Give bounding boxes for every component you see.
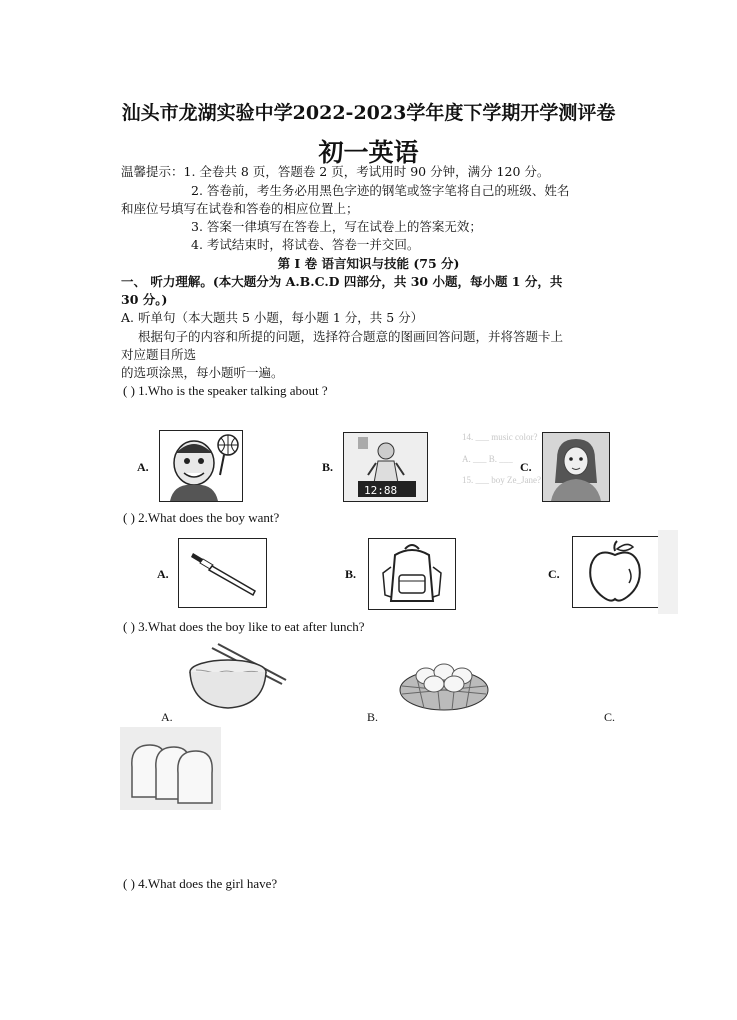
q3-option-c-label: C. <box>604 710 616 724</box>
tips-item-2a: 2. 答卷前，考生务必用黑色字迹的钢笔或签字笔将自己的班级、姓名 <box>191 183 570 198</box>
q3-option-a-image[interactable] <box>182 640 294 712</box>
man-scoreboard-photo-icon <box>344 433 427 501</box>
noodle-bowl-icon <box>182 640 294 712</box>
question-1: ( ) 1.Who is the speaker talking about ? <box>123 383 328 398</box>
q3-option-b-image[interactable] <box>396 650 492 712</box>
instruction-line-3: 的选项涂黑，每小题听一遍。 <box>121 365 284 380</box>
paintbrush-icon <box>179 539 266 607</box>
section-line-2: 30 分。) <box>121 292 168 307</box>
bleed-text-2: A. ___ B. ___ <box>462 454 513 464</box>
q1-option-b-label: B. <box>322 460 334 474</box>
tips-lead: 温馨提示： <box>121 164 184 179</box>
q1-option-c-label: C. <box>520 460 532 474</box>
q3-option-b-label: B. <box>367 710 379 724</box>
part-heading: 第 I 卷 语言知识与技能 (75 分) <box>277 256 460 271</box>
bleed-text-1: 14. ___ music color? <box>462 432 538 442</box>
exam-title: 汕头市龙湖实验中学2022-2023学年度下学期开学测评卷 <box>121 102 616 124</box>
tips-item-4: 4. 考试结束时，将试卷、答卷一并交回。 <box>191 237 420 252</box>
bleed-shade <box>658 530 678 614</box>
egg-basket-icon <box>396 650 492 712</box>
q2-option-b-image[interactable] <box>368 538 456 610</box>
svg-text:12:88: 12:88 <box>364 484 398 497</box>
tips-item-3: 3. 答案一律填写在答卷上，写在试卷上的答案无效； <box>191 219 482 234</box>
q2-option-a-image[interactable] <box>178 538 267 608</box>
bread-slices-icon <box>120 727 221 810</box>
q2-option-c-image[interactable] <box>572 536 660 608</box>
bleed-text-3: 15. ___ boy Ze_Jane? <box>462 475 541 485</box>
q1-option-c-image[interactable] <box>542 432 610 502</box>
tips-line-1 <box>121 163 549 181</box>
cartoon-man-basketball-icon <box>160 431 242 501</box>
question-2: ( ) 2.What does the boy want? <box>123 510 280 525</box>
backpack-icon <box>369 539 455 609</box>
instruction-line-2: 对应题目所选 <box>121 347 197 362</box>
tips-item-2b: 和座位号填写在试卷和答卷的相应位置上； <box>121 201 359 216</box>
question-4: ( ) 4.What does the girl have? <box>123 876 278 891</box>
exam-subtitle: 初一英语 <box>318 138 419 167</box>
q2-option-c-label: C. <box>548 567 560 581</box>
q3-option-a-label: A. <box>161 710 173 724</box>
subsection-a: A. 听单句（本大题共 5 小题，每小题 1 分，共 5 分） <box>121 310 424 325</box>
tips-item-1: 1. 全卷共 8 页，答题卷 2 页，考试用时 90 分钟，满分 120 分。 <box>183 164 550 179</box>
q1-option-a-image[interactable] <box>159 430 243 502</box>
woman-portrait-photo-icon <box>543 433 609 501</box>
question-3: ( ) 3.What does the boy like to eat after lunch? <box>123 619 365 634</box>
q1-option-a-label: A. <box>137 460 149 474</box>
q1-option-b-image[interactable] <box>343 432 428 502</box>
instruction-line-1: 根据句子的内容和所提的问题，选择符合题意的图画回答问题，并将答题卡上 <box>138 329 564 344</box>
q2-option-a-label: A. <box>157 567 169 581</box>
section-line-1: 一、 听力理解。(本大题分为 A.B.C.D 四部分，共 30 小题，每小题 1 分，共 <box>121 274 563 289</box>
q3-option-c-image[interactable] <box>120 727 221 810</box>
q2-option-b-label: B. <box>345 567 357 581</box>
apple-icon <box>573 537 659 607</box>
